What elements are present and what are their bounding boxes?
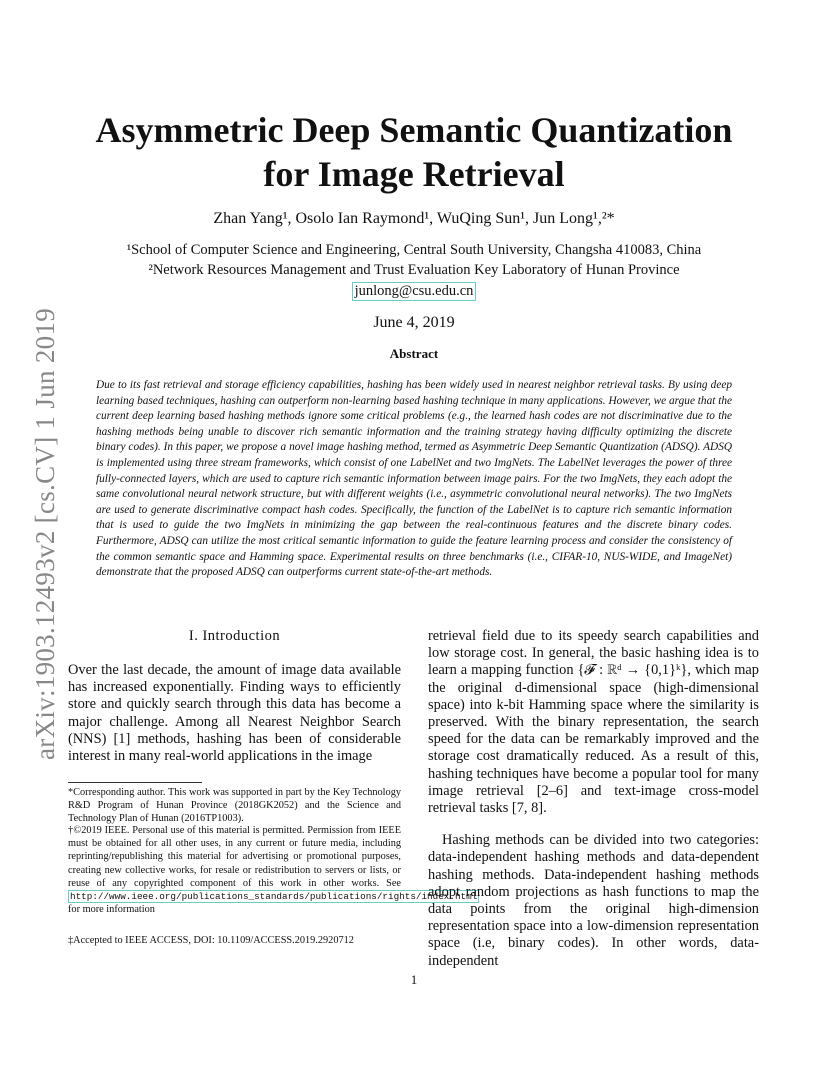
- title-line-1: Asymmetric Deep Semantic Quantization: [95, 110, 733, 150]
- section-heading: I. Introduction: [188, 628, 281, 644]
- footnote-2: [68, 824, 478, 916]
- arxiv-id-text: arXiv:1903.12493v2 [cs.CV] 1 Jun 2019: [30, 307, 60, 760]
- footnote-1: *Corresponding author. This work was supported in part by the Key Technology R&D Program of Hunan Province (2018GK2052) and the Science and Technology Plan of Hunan (2016TP1003).: [68, 787, 401, 825]
- arxiv-identifier: [10, 300, 60, 760]
- right-paragraph-1: retrieval field due to its speedy search capabilities and low storage cost. In general, the basic hashing idea is to learn a mapping function {𝓕 : ℝᵈ → {0,1}ᵏ}, which map the original d-dimensional space (high-dimensional space) into k-bit Hamming space where the similarity is preserved. With the binary representation, the search speed for the data can be remarkably improved and the storage cost dramatically reduced. As a result of this, hashing techniques have become a popular tool for many image retrieval [2–6] and text-image cross-model retrieval tasks [7, 8].: [428, 628, 759, 817]
- paper-title: [0, 108, 828, 196]
- affiliation-2: ²Network Resources Management and Trust Evaluation Key Laboratory of Hunan Province: [148, 262, 680, 278]
- footnote-3: ‡Accepted to IEEE ACCESS, DOI: 10.1109/ACCESS.2019.2920712: [68, 935, 354, 946]
- intro-left-column: [68, 662, 401, 765]
- right-paragraph-2: Hashing methods can be divided into two categories: data-independent hashing methods and data-dependent hashing methods. Data-independent hashing methods adopt random projections as hash functions to map the data points from the original high-dimension representation space into a low-dimension representation space (i.e, binary codes). In other words, data-independent: [428, 832, 759, 969]
- footnote-2-tail: for more information: [68, 904, 155, 916]
- right-column: [428, 628, 759, 970]
- intro-paragraph: Over the last decade, the amount of image data available has increased exponentially. Finding ways to efficiently store and quickly search through this data has become a major challenge. Among all Nearest Neighbor Search (NNS) [1] methods, hashing has been of considerable interest in many real-world applications in the image: [68, 662, 401, 765]
- affiliation-1: ¹School of Computer Science and Engineering, Central South University, Changsha 410083, China: [126, 242, 702, 258]
- email-link[interactable]: junlong@csu.edu.cn: [352, 282, 477, 301]
- footnote-rule: [68, 782, 202, 783]
- authors: Zhan Yang¹, Osolo Ian Raymond¹, WuQing Sun¹, Jun Long¹,²*: [213, 210, 615, 227]
- footnote-2-text: †©2019 IEEE. Personal use of this material is permitted. Permission from IEEE must be obtained for all other uses, in any current or future media, including reprinting/republishing this material for advertising or promotional purposes, creating new collective works, for resale or redistribution to servers or lists, or reuse of any copyrighted component of this work in other works. See: [68, 825, 401, 889]
- date: June 4, 2019: [373, 314, 455, 331]
- ieee-url-link[interactable]: http://www.ieee.org/publications_standards/publications/rights/index.html: [70, 891, 478, 903]
- abstract-heading: Abstract: [389, 346, 439, 361]
- page-number: 1: [410, 972, 418, 987]
- abstract-body: Due to its fast retrieval and storage efficiency capabilities, hashing has been widely used in nearest neighbor retrieval tasks. By using deep learning based techniques, hashing can outperform non-learning based hashing technique in many applications. However, we argue that the current deep learning based hashing methods ignore some critical problems (e.g., the learned hash codes are not discriminative due to the hashing methods being unable to discover rich semantic information and the training strategy having difficulty optimizing the discrete binary codes). In this paper, we propose a novel image hashing method, termed as Asymmetric Deep Semantic Quantization (ADSQ). ADSQ is implemented using three stream frameworks, which consist of one LabelNet and two ImgNets. The LabelNet leverages the power of three fully-connected layers, which are used to capture rich semantic information between image pairs. For the two ImgNets, they each adopt the same convolutional neural network structure, but with different weights (i.e., asymmetric convolutional neural networks). The two ImgNets are used to generate discriminative compact hash codes. Specifically, the function of the LabelNet is to capture rich semantic information that is used to guide the two ImgNets in minimizing the gap between the real-continuous features and the discrete binary codes. Furthermore, ADSQ can utilize the most critical semantic information to guide the feature learning process and consider the consistency of the common semantic space and Hamming space. Experimental results on three benchmarks (i.e., CIFAR-10, NUS-WIDE, and ImageNet) demonstrate that the proposed ADSQ can outperforms current state-of-the-art methods.: [96, 379, 732, 579]
- title-line-2: for Image Retrieval: [263, 154, 565, 194]
